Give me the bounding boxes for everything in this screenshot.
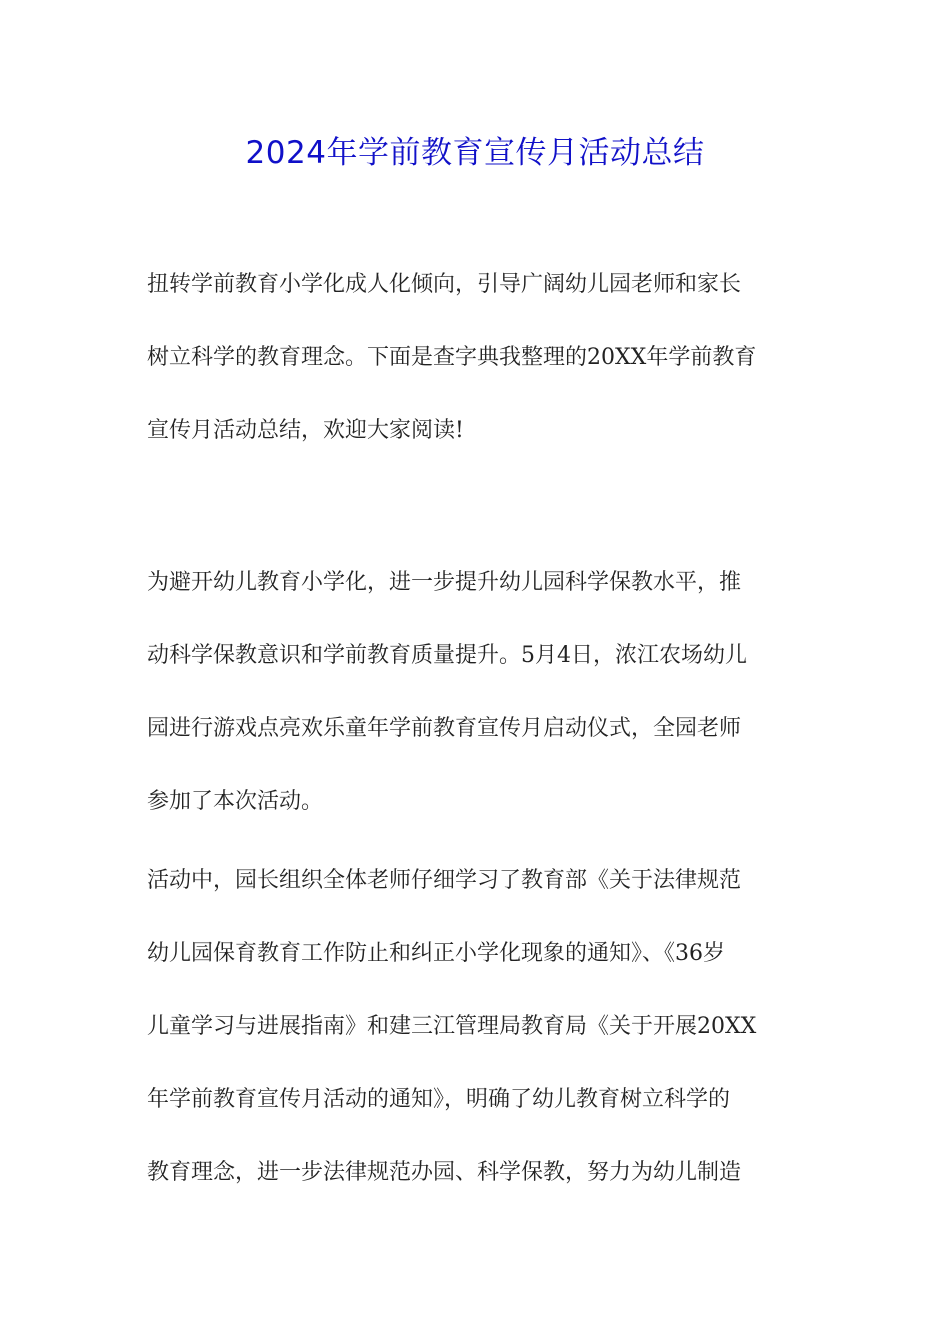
paragraph-intro <box>147 258 807 477</box>
paragraph-line: 园进行游戏点亮欢乐童年学前教育宣传月启动仪式，全园老师 <box>147 716 742 741</box>
paragraph-background <box>147 556 807 848</box>
paragraph-line: 扭转学前教育小学化成人化倾向，引导广阔幼儿园老师和家长 <box>147 272 742 297</box>
paragraph-activity <box>147 854 807 1219</box>
paragraph-line: 动科学保教意识和学前教育质量提升。5月4日，浓江农场幼儿 <box>147 643 747 668</box>
paragraph-line: 宣传月活动总结，欢迎大家阅读! <box>147 418 464 443</box>
paragraph-line: 为避开幼儿教育小学化，进一步提升幼儿园科学保教水平，推 <box>147 570 742 595</box>
paragraph-line: 参加了本次活动。 <box>147 789 324 814</box>
paragraph-line: 年学前教育宣传月活动的通知》，明确了幼儿教育树立科学的 <box>147 1087 731 1112</box>
paragraph-line: 教育理念，进一步法律规范办园、科学保教，努力为幼儿制造 <box>147 1160 742 1185</box>
paragraph-line: 幼儿园保育教育工作防止和纠正小学化现象的通知》、《36岁 <box>147 941 725 966</box>
paragraph-line: 树立科学的教育理念。下面是查字典我整理的20XX年学前教育 <box>147 345 757 370</box>
paragraph-line: 活动中，园长组织全体老师仔细学习了教育部《关于法律规范 <box>147 868 742 893</box>
document-title: 2024年学前教育宣传月活动总结 <box>245 135 705 171</box>
paragraph-line: 儿童学习与进展指南》和建三江管理局教育局《关于开展20XX <box>147 1014 757 1039</box>
